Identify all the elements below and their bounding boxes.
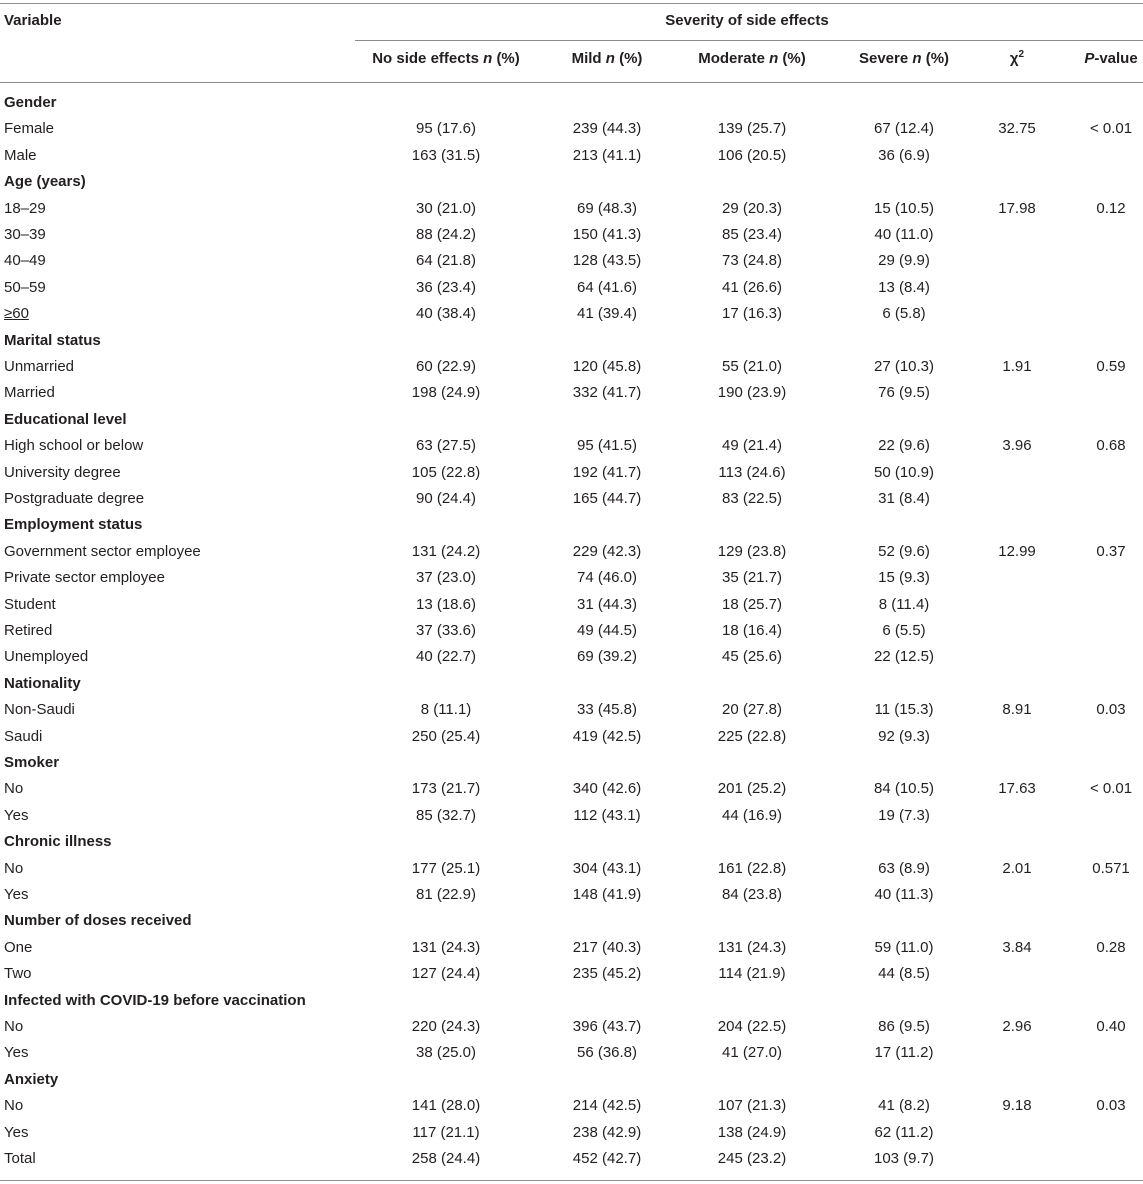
cell-moderate: 55 (21.0)	[721, 358, 783, 375]
row-label: 30–39	[4, 226, 46, 243]
cell-severe: 50 (10.9)	[873, 463, 935, 481]
header-text: Severe	[858, 50, 913, 67]
cell-moderate: 225 (22.8)	[717, 727, 787, 745]
cell-severe: 13 (8.4)	[878, 278, 930, 296]
row-label: No	[4, 859, 24, 877]
header-moderate	[698, 50, 806, 67]
cell-moderate: 35 (21.7)	[721, 569, 783, 587]
table-row	[0, 776, 1143, 802]
cell-severe: 27 (10.3)	[873, 358, 935, 375]
cell-no-side-effects: 8 (11.1)	[420, 701, 472, 719]
row-label: University degree	[4, 463, 121, 481]
header-no-side-effects	[372, 50, 520, 67]
cell-mild: 128 (43.5)	[572, 252, 642, 270]
cell-mild: 396 (43.7)	[572, 1018, 642, 1035]
cell-mild: 340 (42.6)	[572, 780, 642, 798]
cell-mild: 33 (45.8)	[576, 701, 638, 719]
cell-mild: 31 (44.3)	[576, 595, 638, 613]
cell-no-side-effects: 81 (22.9)	[415, 886, 477, 903]
section-title: Infected with COVID-19 before vaccination	[4, 991, 306, 1009]
cell-no-side-effects: 131 (24.2)	[411, 542, 481, 560]
table-row	[0, 1014, 1143, 1040]
cell-moderate: 106 (20.5)	[717, 146, 787, 164]
section-row	[0, 90, 1143, 116]
table-row	[0, 539, 1143, 565]
table-row	[0, 724, 1143, 750]
row-label: 18–29	[4, 199, 46, 217]
cell-severe: 84 (10.5)	[873, 780, 935, 798]
cell-severe: 40 (11.3)	[874, 886, 934, 903]
cell-severe: 22 (12.5)	[873, 648, 935, 666]
cell-moderate: 85 (23.4)	[721, 226, 783, 243]
cell-no-side-effects: 258 (24.4)	[411, 1150, 481, 1167]
cell-chi-square: 12.99	[998, 542, 1036, 560]
cell-no-side-effects: 37 (33.6)	[415, 622, 477, 639]
section-row	[0, 1067, 1143, 1093]
cell-moderate: 190 (23.9)	[717, 384, 787, 402]
section-row	[0, 169, 1143, 195]
cell-p-value: 0.03	[1096, 701, 1126, 719]
cell-severe: 17 (11.2)	[874, 1044, 934, 1062]
group-rule	[355, 40, 1143, 41]
row-label: Student	[4, 595, 56, 613]
section-title: Nationality	[4, 674, 81, 692]
cell-moderate: 29 (20.3)	[721, 199, 783, 217]
cell-no-side-effects: 173 (21.7)	[411, 780, 481, 798]
cell-moderate: 114 (21.9)	[718, 965, 786, 983]
header-text: Mild	[571, 50, 606, 67]
cell-chi-square: 2.96	[1002, 1018, 1032, 1035]
cell-no-side-effects: 13 (18.6)	[415, 595, 477, 613]
table-row	[0, 644, 1143, 670]
table-bottom-rule	[0, 1180, 1143, 1181]
cell-moderate: 131 (24.3)	[717, 938, 787, 956]
cell-severe: 103 (9.7)	[873, 1150, 935, 1167]
cell-mild: 235 (45.2)	[572, 965, 642, 983]
table-row	[0, 592, 1143, 618]
cell-moderate: 44 (16.9)	[721, 806, 783, 824]
cell-mild: 148 (41.9)	[572, 886, 642, 903]
section-title: Smoker	[4, 754, 60, 771]
cell-severe: 6 (5.5)	[882, 622, 926, 639]
section-title: Gender	[4, 94, 57, 111]
cell-severe: 40 (11.0)	[874, 226, 934, 243]
cell-severe: 62 (11.2)	[874, 1123, 934, 1141]
cell-chi-square: 3.84	[1002, 938, 1032, 956]
cell-p-value: 0.03	[1096, 1097, 1126, 1115]
cell-moderate: 245 (23.2)	[717, 1150, 787, 1167]
table-row	[0, 433, 1143, 459]
cell-moderate: 83 (22.5)	[721, 490, 783, 507]
cell-no-side-effects: 63 (27.5)	[415, 437, 477, 455]
cell-moderate: 139 (25.7)	[717, 120, 787, 138]
cell-mild: 452 (42.7)	[572, 1150, 642, 1167]
cell-no-side-effects: 88 (24.2)	[415, 226, 477, 243]
table-row	[0, 1040, 1143, 1066]
cell-moderate: 17 (16.3)	[721, 305, 783, 323]
cell-chi-square: 9.18	[1002, 1097, 1032, 1115]
cell-chi-square: 8.91	[1002, 701, 1032, 719]
cell-mild: 238 (42.9)	[572, 1123, 642, 1141]
cell-moderate: 49 (21.4)	[721, 437, 783, 455]
row-label: One	[4, 938, 33, 956]
cell-no-side-effects: 163 (31.5)	[411, 146, 481, 164]
cell-severe: 29 (9.9)	[878, 252, 930, 270]
table-row	[0, 1093, 1143, 1119]
cell-mild: 69 (39.2)	[576, 648, 638, 666]
cell-moderate: 129 (23.8)	[717, 542, 787, 560]
section-row	[0, 512, 1143, 538]
cell-severe: 52 (9.6)	[878, 542, 930, 560]
cell-no-side-effects: 95 (17.6)	[415, 120, 477, 138]
cell-moderate: 113 (24.6)	[718, 463, 786, 481]
cell-severe: 22 (9.6)	[878, 437, 930, 455]
header-text: χ	[1009, 50, 1019, 67]
row-label: High school or below	[4, 437, 144, 455]
cell-p-value: 0.28	[1096, 938, 1126, 956]
cell-moderate: 84 (23.8)	[721, 886, 783, 903]
header-variable: Variable	[4, 12, 62, 29]
header-italic: n	[483, 50, 493, 67]
table-row	[0, 961, 1143, 987]
cell-no-side-effects: 117 (21.1)	[412, 1123, 480, 1141]
cell-severe: 67 (12.4)	[873, 120, 935, 138]
cell-chi-square: 32.75	[998, 120, 1036, 138]
row-label: Female	[4, 120, 55, 138]
table-row	[0, 380, 1143, 406]
section-title: Anxiety	[4, 1070, 59, 1088]
section-row	[0, 328, 1143, 354]
cell-moderate: 73 (24.8)	[721, 252, 783, 270]
cell-severe: 44 (8.5)	[878, 965, 930, 983]
row-label: No	[4, 1018, 24, 1035]
header-italic: n	[605, 50, 615, 67]
cell-chi-square: 1.91	[1002, 358, 1032, 375]
row-label: Unmarried	[4, 358, 75, 375]
cell-p-value: 0.40	[1096, 1018, 1126, 1035]
section-row	[0, 671, 1143, 697]
row-label: Two	[4, 965, 32, 983]
header-superscript: 2	[1018, 49, 1025, 60]
cell-severe: 76 (9.5)	[878, 384, 930, 402]
cell-no-side-effects: 127 (24.4)	[411, 965, 481, 983]
table-row	[0, 565, 1143, 591]
section-title: Marital status	[4, 331, 101, 349]
cell-no-side-effects: 64 (21.8)	[415, 252, 477, 270]
cell-mild: 419 (42.5)	[572, 727, 642, 745]
section-row	[0, 829, 1143, 855]
cell-severe: 92 (9.3)	[878, 727, 930, 745]
section-row	[0, 407, 1143, 433]
table-row	[0, 803, 1143, 829]
cell-p-value: 0.68	[1096, 437, 1126, 455]
cell-mild: 112 (43.1)	[573, 806, 641, 824]
row-label: Saudi	[4, 727, 43, 745]
section-title: Age (years)	[4, 173, 86, 191]
cell-mild: 74 (46.0)	[576, 569, 638, 587]
cell-mild: 120 (45.8)	[572, 358, 642, 375]
section-title: Employment status	[4, 516, 143, 534]
cell-no-side-effects: 37 (23.0)	[415, 569, 477, 587]
table-row	[0, 935, 1143, 961]
header-italic: P	[1084, 50, 1095, 67]
cell-severe: 15 (10.5)	[873, 199, 935, 217]
cell-severe: 19 (7.3)	[878, 806, 930, 824]
cell-mild: 217 (40.3)	[572, 938, 642, 956]
cell-no-side-effects: 90 (24.4)	[415, 490, 477, 507]
cell-moderate: 138 (24.9)	[717, 1123, 787, 1141]
cell-severe: 63 (8.9)	[878, 859, 930, 877]
section-title: Number of doses received	[4, 912, 192, 930]
cell-p-value: < 0.01	[1089, 120, 1133, 138]
table-row	[0, 1146, 1143, 1172]
row-label: Male	[4, 146, 37, 164]
cell-chi-square: 17.63	[998, 780, 1036, 798]
section-row	[0, 750, 1143, 776]
cell-no-side-effects: 177 (25.1)	[411, 859, 481, 877]
cell-p-value: 0.12	[1096, 199, 1126, 217]
cell-moderate: 107 (21.3)	[717, 1097, 787, 1115]
cell-moderate: 201 (25.2)	[717, 780, 787, 798]
header-text: No side effects	[372, 50, 484, 67]
cell-no-side-effects: 38 (25.0)	[415, 1044, 477, 1062]
cell-mild: 239 (44.3)	[572, 120, 642, 138]
table-row	[0, 275, 1143, 301]
row-label: Total	[4, 1150, 36, 1167]
table-row	[0, 618, 1143, 644]
section-title: Chronic illness	[4, 833, 112, 851]
header-chi-square	[1010, 50, 1024, 67]
row-label: Postgraduate degree	[4, 490, 145, 507]
cell-chi-square: 2.01	[1002, 859, 1032, 877]
cell-mild: 332 (41.7)	[572, 384, 642, 402]
cell-mild: 213 (41.1)	[572, 146, 642, 164]
cell-severe: 86 (9.5)	[878, 1018, 930, 1035]
cell-mild: 95 (41.5)	[576, 437, 638, 455]
cell-no-side-effects: 60 (22.9)	[415, 358, 477, 375]
cell-p-value: 0.59	[1096, 358, 1126, 375]
table-row	[0, 354, 1143, 380]
cell-mild: 214 (42.5)	[572, 1097, 642, 1115]
header-text: (%)	[492, 50, 520, 67]
cell-no-side-effects: 220 (24.3)	[411, 1018, 481, 1035]
cell-p-value: < 0.01	[1089, 780, 1133, 798]
cell-mild: 69 (48.3)	[576, 199, 638, 217]
cell-chi-square: 3.96	[1002, 437, 1032, 455]
row-label: No	[4, 1097, 24, 1115]
table-row	[0, 143, 1143, 169]
table-row	[0, 222, 1143, 248]
section-title: Educational level	[4, 410, 127, 428]
cell-no-side-effects: 40 (38.4)	[415, 305, 477, 323]
cell-no-side-effects: 85 (32.7)	[415, 806, 477, 824]
header-severe	[859, 50, 949, 67]
row-label: 40–49	[4, 252, 46, 270]
section-row	[0, 988, 1143, 1014]
cell-p-value: 0.571	[1092, 859, 1130, 877]
cell-mild: 192 (41.7)	[572, 463, 642, 481]
row-label: Yes	[4, 1044, 29, 1062]
cell-moderate: 204 (22.5)	[717, 1018, 787, 1035]
cell-p-value: 0.37	[1096, 542, 1126, 560]
cell-no-side-effects: 131 (24.3)	[411, 938, 481, 956]
row-label: Yes	[4, 886, 29, 903]
cell-no-side-effects: 30 (21.0)	[415, 199, 477, 217]
cell-mild: 150 (41.3)	[572, 226, 642, 243]
cell-moderate: 41 (26.6)	[721, 278, 783, 296]
table-row	[0, 486, 1143, 512]
row-label: Yes	[4, 806, 29, 824]
cell-mild: 49 (44.5)	[576, 622, 638, 639]
cell-moderate: 18 (16.4)	[721, 622, 783, 639]
row-label: Private sector employee	[4, 569, 165, 587]
cell-severe: 36 (6.9)	[878, 146, 930, 164]
row-label: Yes	[4, 1123, 29, 1141]
cell-no-side-effects: 36 (23.4)	[415, 278, 477, 296]
cell-no-side-effects: 141 (28.0)	[411, 1097, 481, 1115]
row-label: 50–59	[4, 278, 46, 296]
cell-mild: 229 (42.3)	[572, 542, 642, 560]
header-text: (%)	[778, 50, 806, 67]
cell-severe: 59 (11.0)	[874, 938, 934, 956]
cell-moderate: 18 (25.7)	[721, 595, 783, 613]
cell-mild: 41 (39.4)	[576, 305, 638, 323]
table-row	[0, 856, 1143, 882]
table-top-rule	[0, 3, 1143, 4]
row-label: Retired	[4, 622, 53, 639]
cell-mild: 165 (44.7)	[572, 490, 642, 507]
header-italic: n	[769, 50, 779, 67]
row-label: Government sector employee	[4, 542, 201, 560]
table-row	[0, 1120, 1143, 1146]
cell-moderate: 20 (27.8)	[721, 701, 783, 719]
cell-no-side-effects: 250 (25.4)	[411, 727, 481, 745]
cell-no-side-effects: 105 (22.8)	[411, 463, 481, 481]
header-bottom-rule	[0, 82, 1143, 83]
cell-severe: 11 (15.3)	[874, 701, 934, 719]
cell-no-side-effects: 198 (24.9)	[411, 384, 481, 402]
table-row	[0, 301, 1143, 327]
cell-severe: 8 (11.4)	[878, 595, 930, 613]
cell-severe: 31 (8.4)	[878, 490, 930, 507]
table-row	[0, 882, 1143, 908]
row-label: Non-Saudi	[4, 701, 75, 719]
header-severity-group: Severity of side effects	[665, 12, 829, 29]
cell-moderate: 45 (25.6)	[721, 648, 783, 666]
cell-mild: 64 (41.6)	[576, 278, 638, 296]
cell-moderate: 41 (27.0)	[721, 1044, 783, 1062]
cell-mild: 304 (43.1)	[572, 859, 642, 877]
header-italic: n	[912, 50, 922, 67]
table-row	[0, 248, 1143, 274]
header-text: (%)	[921, 50, 950, 67]
header-text: (%)	[614, 50, 643, 67]
cell-mild: 56 (36.8)	[576, 1044, 638, 1062]
section-row	[0, 908, 1143, 934]
row-label: Married	[4, 384, 55, 402]
row-label: ≥60	[4, 305, 29, 323]
header-mild	[572, 50, 643, 67]
cell-no-side-effects: 40 (22.7)	[415, 648, 477, 666]
row-label: No	[4, 780, 24, 798]
header-p-value	[1084, 50, 1137, 67]
cell-chi-square: 17.98	[998, 199, 1036, 217]
row-label: Unemployed	[4, 648, 89, 666]
cell-severe: 15 (9.3)	[878, 569, 930, 587]
cell-moderate: 161 (22.8)	[717, 859, 787, 877]
header-text: -value	[1094, 50, 1138, 67]
cell-severe: 41 (8.2)	[878, 1097, 930, 1115]
table-row	[0, 196, 1143, 222]
table-row	[0, 116, 1143, 142]
table-row	[0, 460, 1143, 486]
cell-severe: 6 (5.8)	[882, 305, 926, 323]
header-text: Moderate	[698, 50, 770, 67]
table-row	[0, 697, 1143, 723]
